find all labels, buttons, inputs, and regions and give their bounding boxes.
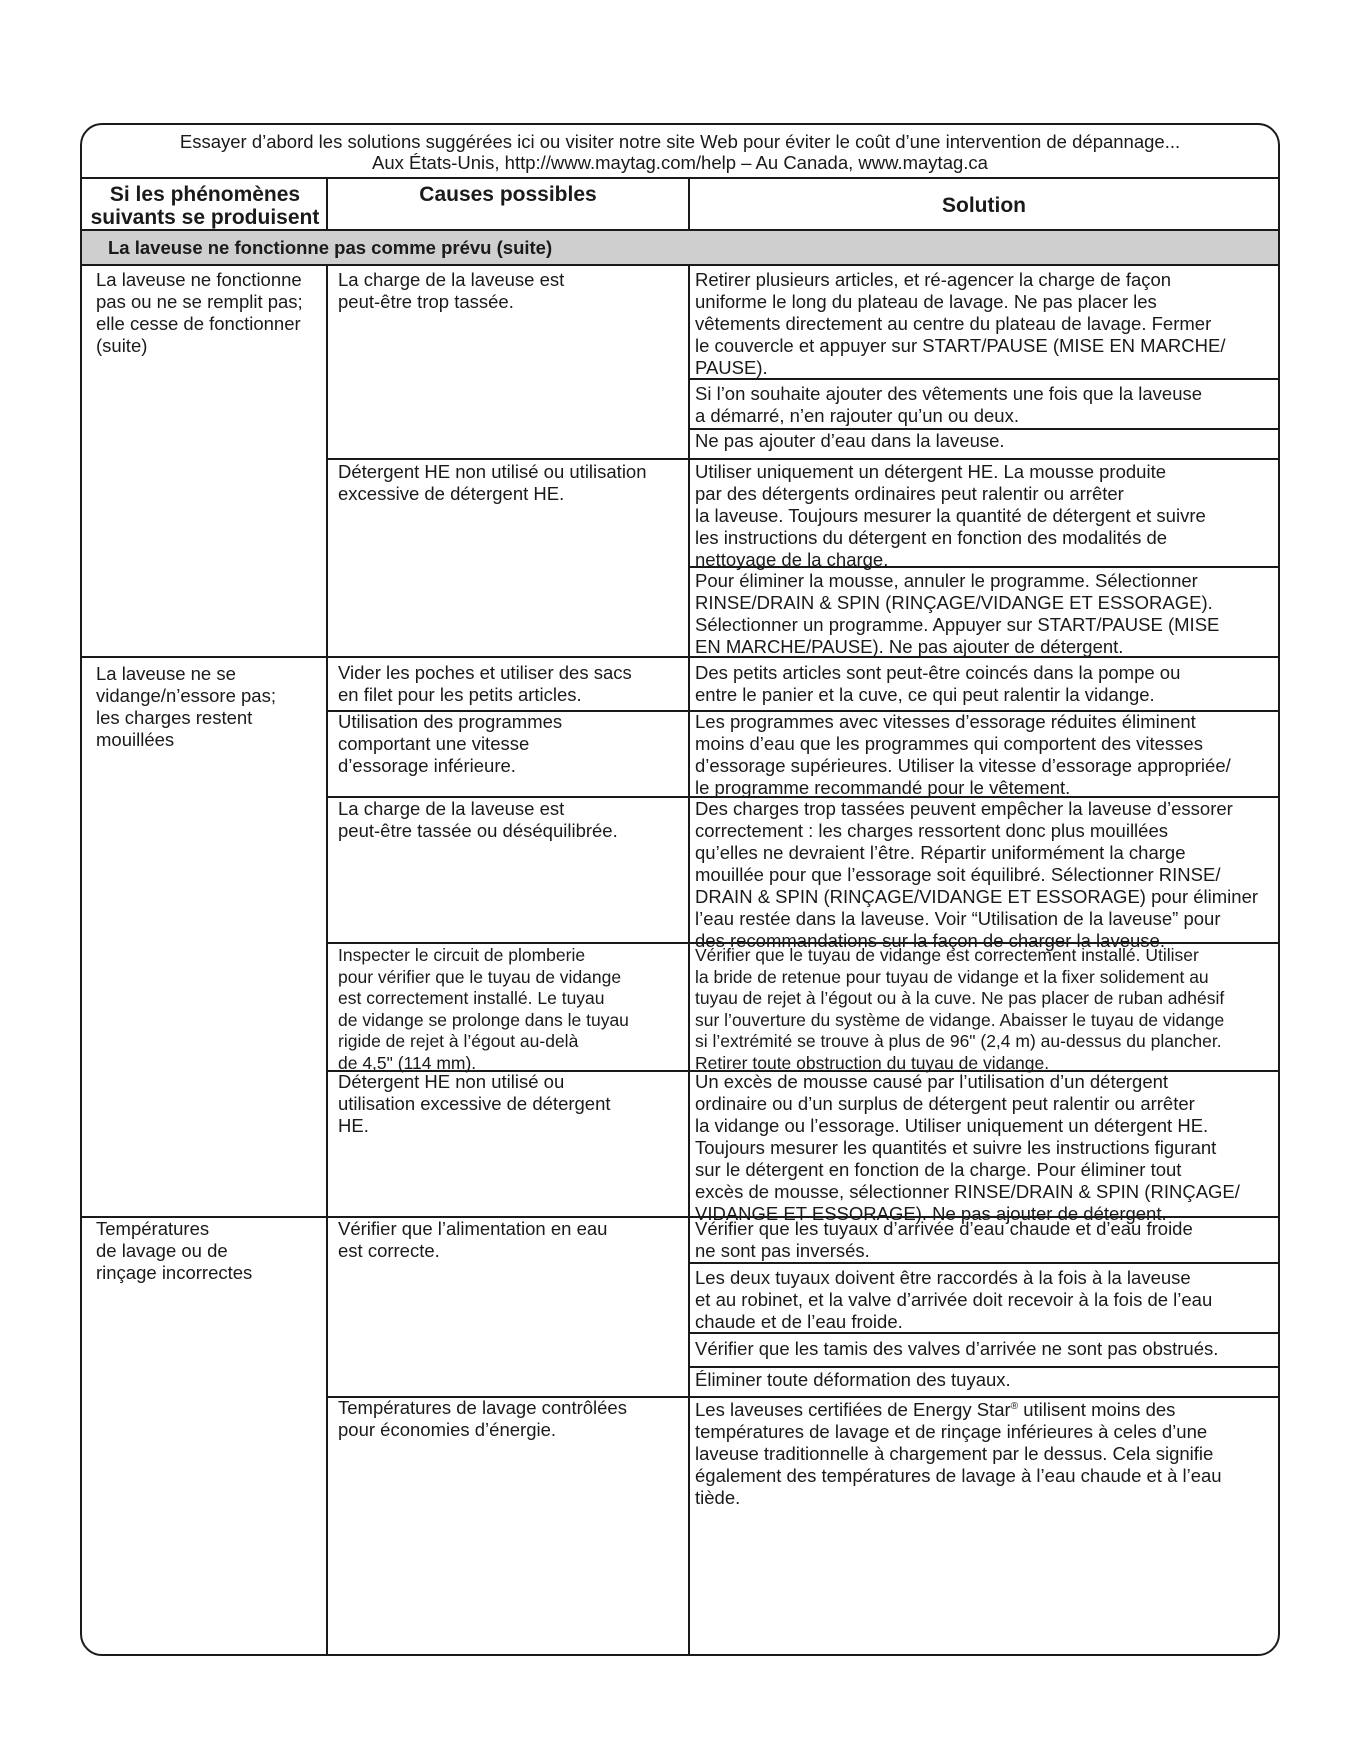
solution-text: Des charges trop tassées peuvent empêcher la laveuse d’essorer correctement : les charges ressortent donc plus mouillées qu’elles ne devraient l’être. Répartir uniformément la charge mouillée pour que l’essorage soit équilibré. Sélectionner RINSE/ DRAIN & SPIN (RINÇAGE/VIDANGE ET ESSORAGE) pour éliminer l’eau restée dans la laveuse. Voir “Utilisation de la laveuse” pour des recommandations sur la façon de charger la laveuse. [695,798,1259,951]
intro-line-2: Aux États-Unis, http://www.maytag.com/help – Au Canada, www.maytag.ca [372,152,988,173]
cause-text: Vider les poches et utiliser des sacs en filet pour les petits articles. [338,662,632,705]
problem-text: Températures de lavage ou de rinçage incorrectes [96,1218,253,1283]
header-solution: Solution [942,194,1026,217]
solution-text: Éliminer toute déformation des tuyaux. [695,1369,1011,1390]
header-problem: Si les phénomènes suivants se produisent [90,183,320,229]
cause-text: Vérifier que l’alimentation en eau est correcte. [338,1218,608,1261]
solution-text: Pour éliminer la mousse, annuler le programme. Sélectionner RINSE/DRAIN & SPIN (RINÇAGE/VIDANGE ET ESSORAGE). Sélectionner un programme. Appuyer sur START/PAUSE (MISE EN MARCHE/PAUSE). Ne pas ajouter de détergent. [695,570,1220,657]
solution-text: Vérifier que le tuyau de vidange est correctement installé. Utiliser la bride de retenue pour tuyau de vidange et la fixer solidement au tuyau de rejet à l’égout ou à la cuve. Ne pas placer de ruban adhésif sur l’ouverture du système de vidange. Abaisser le tuyau de vidange si l’extrémité se trouve à plus de 96" (2,4 m) au-dessus du plancher. Retirer toute obstruction du tuyau de vidange. [695,945,1225,1073]
troubleshooting-table [80,123,1280,1656]
intro-text [82,125,1278,177]
solution-text-energy-star [695,1399,1280,1509]
cause-text: La charge de la laveuse est peut-être trop tassée. [338,269,565,312]
solution-text: Si l’on souhaite ajouter des vêtements une fois que la laveuse a démarré, n’en rajouter qu’un ou deux. [695,383,1203,426]
column-divider [688,177,690,229]
energy-text-start: Les laveuses certifiées de Energy Star [695,1399,1011,1420]
solution-divider [688,1262,1280,1264]
cause-divider [326,458,1280,460]
cause-text: Détergent HE non utilisé ou utilisation excessive de détergent HE. [338,1071,611,1136]
problem-text: La laveuse ne se vidange/n’essore pas; les charges restent mouillées [96,663,276,750]
solution-text: Les programmes avec vitesses d’essorage réduites éliminent moins d’eau que les programmes qui comportent des vitesses d’essorage supérieures. Utiliser la vitesse d’essorage appropriée/ le programme recommandé pour le vêtement. [695,711,1231,798]
solution-text: Utiliser uniquement un détergent HE. La mousse produite par des détergents ordinaires peut ralentir ou arrêter la laveuse. Toujours mesurer la quantité de détergent et suivre les instructions du détergent en fonction des modalités de nettoyage de la charge. [695,461,1206,570]
solution-divider [688,1366,1280,1368]
intro-line-1: Essayer d’abord les solutions suggérées ici ou visiter notre site Web pour éviter le coût d’une intervention de dépannage... [179,131,1181,152]
column-divider [326,264,328,1656]
cause-text: Détergent HE non utilisé ou utilisation excessive de détergent HE. [338,461,647,504]
cause-text: Utilisation des programmes comportant une vitesse d’essorage inférieure. [338,711,563,776]
registered-mark: ® [1010,1400,1019,1412]
problem-text: La laveuse ne fonctionne pas ou ne se remplit pas; elle cesse de fonctionner (suite) [96,269,303,356]
solution-text: Les deux tuyaux doivent être raccordés à la fois à la laveuse et au robinet, et la valve d’arrivée doit recevoir à la fois de l’eau chaude et de l’eau froide. [695,1267,1213,1332]
solution-text: Vérifier que les tamis des valves d’arrivée ne sont pas obstrués. [695,1338,1219,1359]
energy-text-rest: utilisent moins des températures de lavage et de rinçage inférieures à celes d’une laveuse traditionnelle à chargement par le dessus. Cela signifie également des températures de lavage à l’eau chaude et à l’eau tiède. [695,1399,1222,1508]
solution-text: Des petits articles sont peut-être coincés dans la pompe ou entre le panier et la cuve, ce qui peut ralentir la vidange. [695,662,1181,705]
solution-text: Un excès de mousse causé par l’utilisation d’un détergent ordinaire ou d’un surplus de détergent peut ralentir ou arrêter la vidange ou l’essorage. Utiliser uniquement un détergent HE. Toujours mesurer les quantités et suivre les instructions figurant sur le détergent en fonction de la charge. Pour éliminer tout excès de mousse, sélectionner RINSE/DRAIN & SPIN (RINÇAGE/ VIDANGE ET ESSORAGE). Ne pas ajouter de détergent. [695,1071,1240,1224]
divider [82,264,1278,266]
header-causes: Causes possibles [419,183,597,206]
solution-text: Retirer plusieurs articles, et ré-agencer la charge de façon uniforme le long du plateau de lavage. Ne pas placer les vêtements directement au centre du plateau de lavage. Fermer le couvercle et appuyer sur START/PAUSE (MISE EN MARCHE/ PAUSE). [695,269,1226,378]
column-divider [688,264,690,1656]
cause-text: La charge de la laveuse est peut-être tassée ou déséquilibrée. [338,798,618,841]
solution-text: Vérifier que les tuyaux d’arrivée d’eau chaude et d’eau froide ne sont pas inversés. [695,1218,1193,1261]
column-divider [326,177,328,229]
divider [82,177,1278,179]
section-title: La laveuse ne fonctionne pas comme prévu (suite) [82,231,1278,264]
cause-text: Températures de lavage contrôlées pour économies d’énergie. [338,1397,627,1440]
solution-text: Ne pas ajouter d’eau dans la laveuse. [695,430,1005,451]
cause-text: Inspecter le circuit de plomberie pour vérifier que le tuyau de vidange est correctement installé. Le tuyau de vidange se prolonge dans le tuyau rigide de rejet à l’égout au-delà de 4,5" (114 mm). [338,945,629,1073]
